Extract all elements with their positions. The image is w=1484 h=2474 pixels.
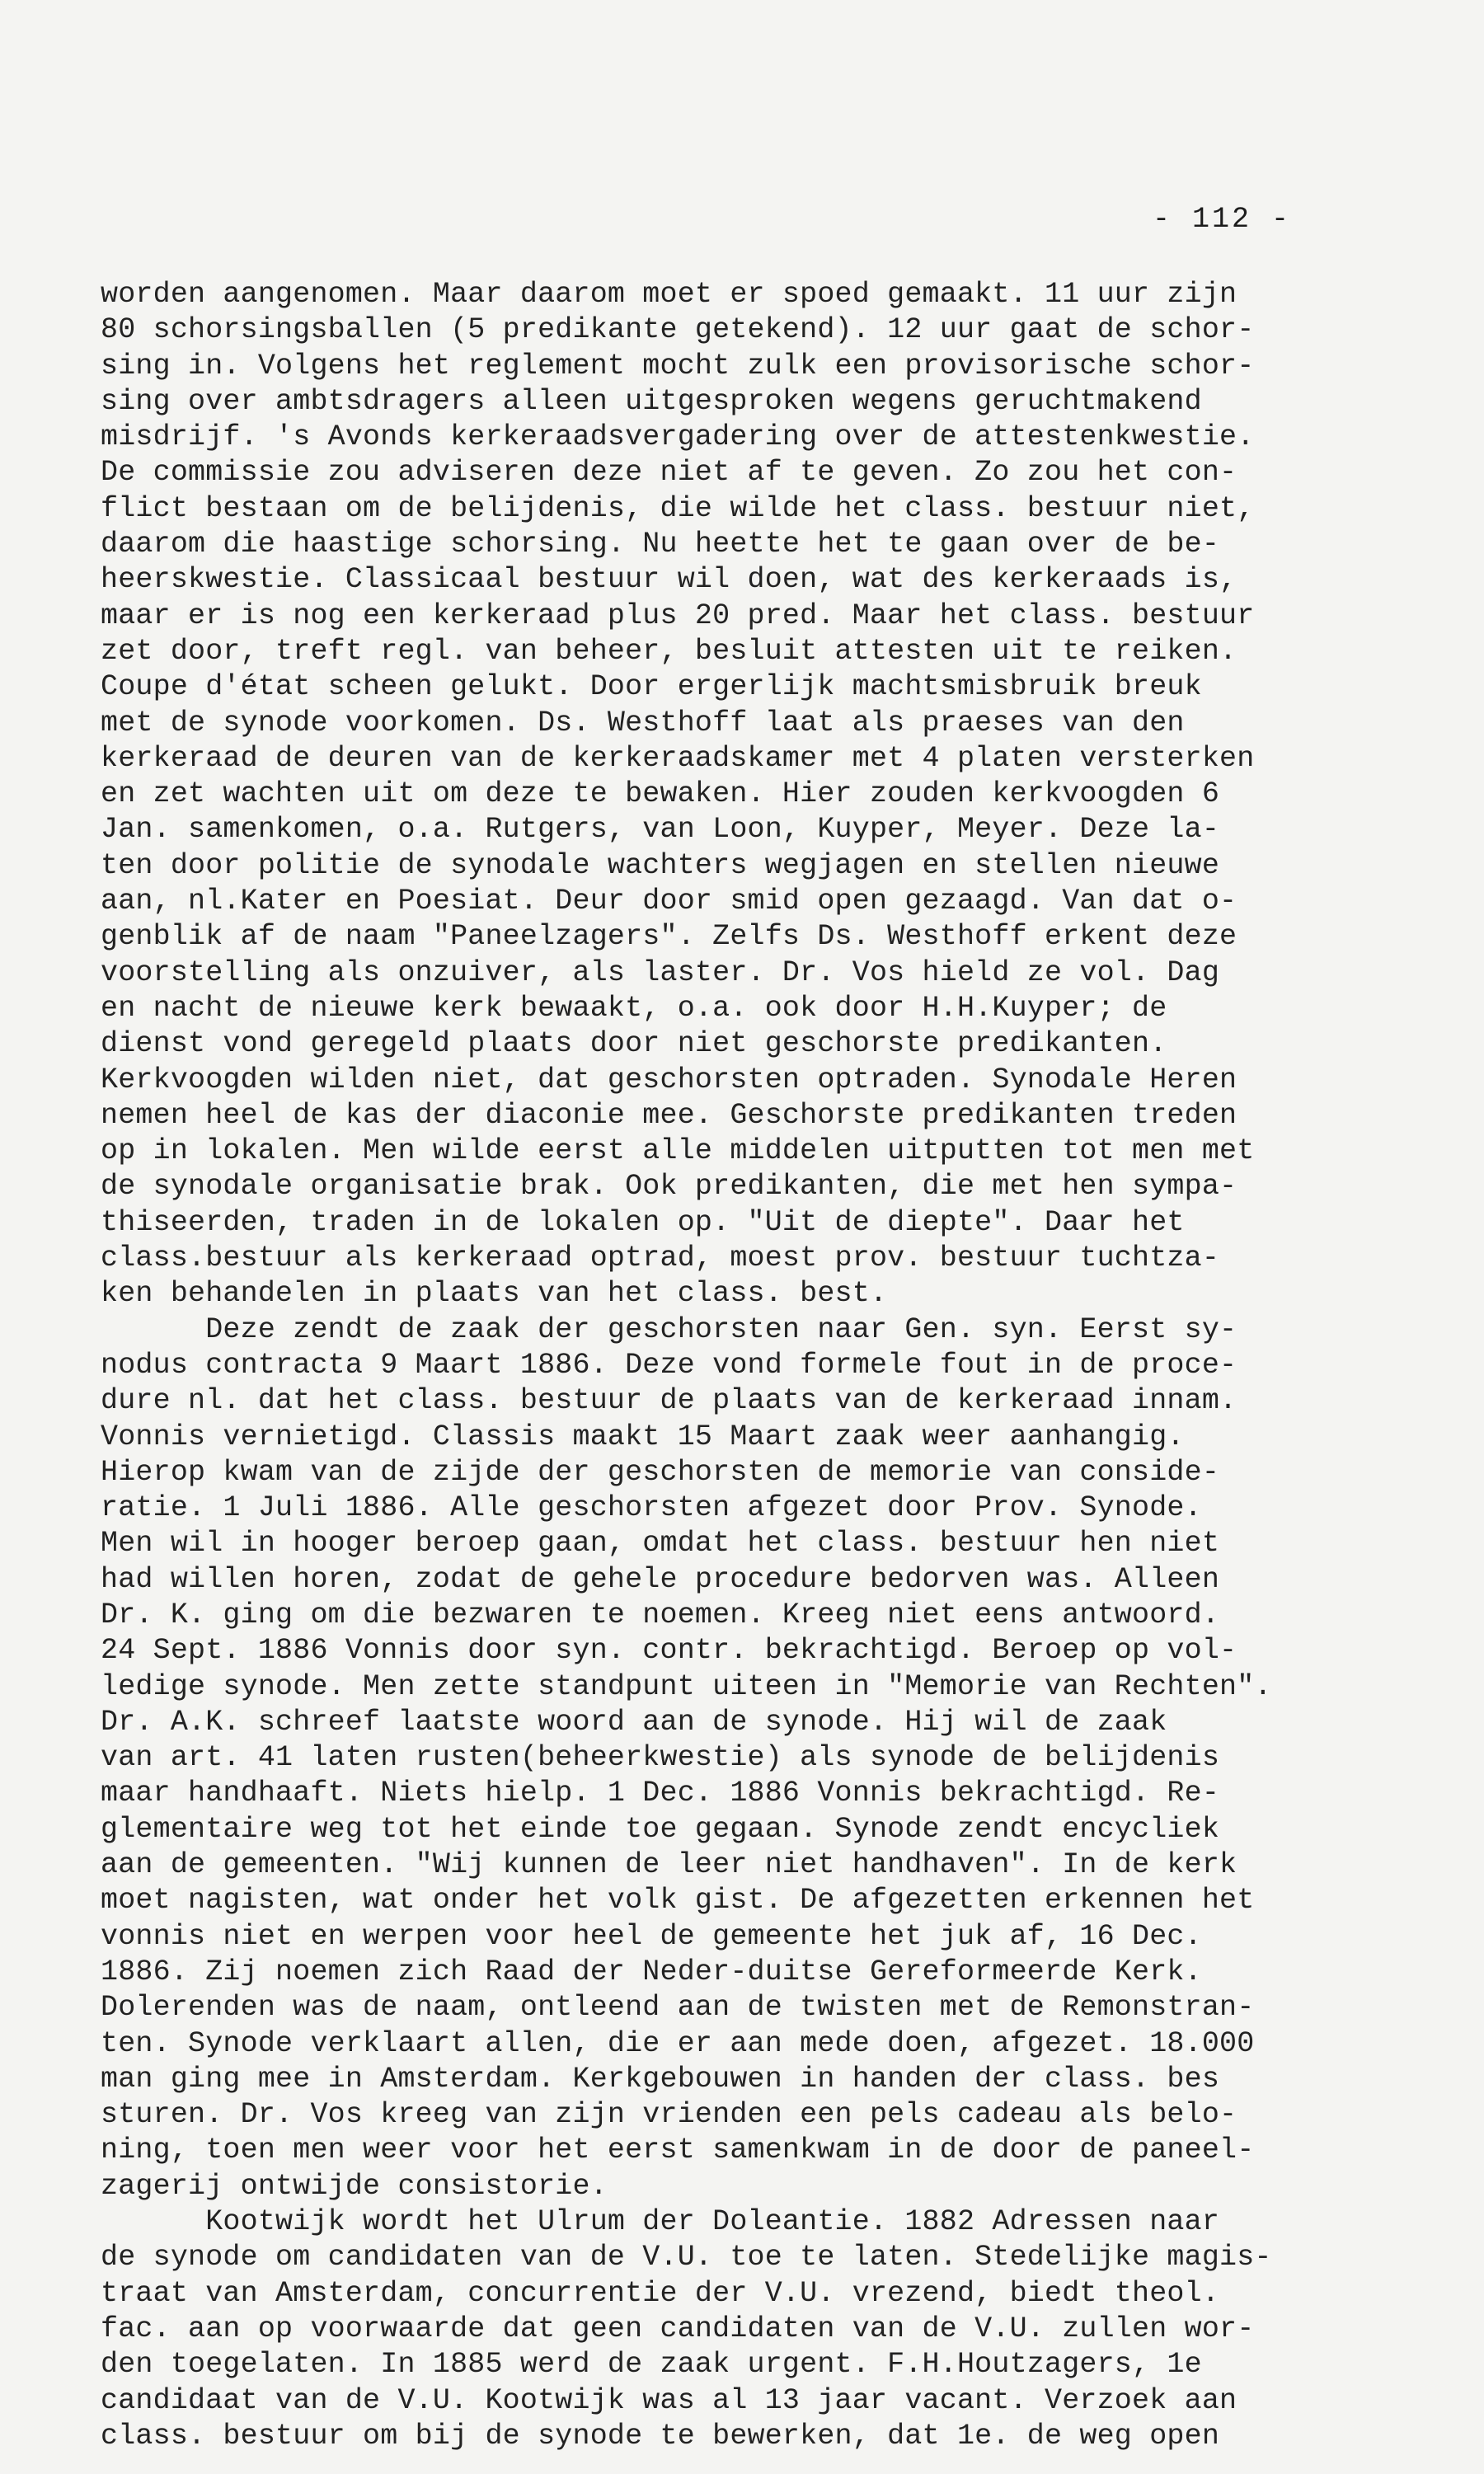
text-line: Vonnis vernietigd. Classis maakt 15 Maart zaak weer aanhangig. [101,1420,1185,1453]
text-line: sturen. Dr. Vos kreeg van zijn vrienden een pels cadeau als belo- [101,2098,1237,2132]
text-line: op in lokalen. Men wilde eerst alle middelen uitputten tot men met [101,1134,1255,1168]
text-line: worden aangenomen. Maar daarom moet er spoed gemaakt. 11 uur zijn [101,278,1237,311]
text-line: met de synode voorkomen. Ds. Westhoff laat als praeses van den [101,706,1185,739]
text-line: maar er is nog een kerkeraad plus 20 pred. Maar het class. bestuur [101,599,1255,632]
text-line: den toegelaten. In 1885 werd de zaak urgent. F.H.Houtzagers, 1e [101,2348,1202,2382]
text-line: flict bestaan om de belijdenis, die wilde het class. bestuur niet, [101,491,1255,525]
text-line: ning, toen men weer voor het eerst samenkwam in de door de paneel- [101,2134,1255,2167]
text-line: ten. Synode verklaart allen, die er aan mede doen, afgezet. 18.000 [101,2026,1255,2060]
text-line: heerskwestie. Classicaal bestuur wil doen, wat des kerkeraads is, [101,563,1237,597]
text-line: Kerkvoogden wilden niet, dat geschorsten optraden. Synodale Heren [101,1063,1237,1096]
text-line: zagerij ontwijde consistorie. [101,2169,608,2203]
text-line: dure nl. dat het class. bestuur de plaats van de kerkeraad innam. [101,1384,1237,1418]
text-line: daarom die haastige schorsing. Nu heette het te gaan over de be- [101,528,1220,561]
text-line: Hierop kwam van de zijde der geschorsten de memorie van conside- [101,1455,1220,1489]
text-line: candidaat van de V.U. Kootwijk was al 13 jaar vacant. Verzoek aan [101,2383,1237,2417]
text-line: de synodale organisatie brak. Ook predikanten, die met hen sympa- [101,1170,1237,1204]
text-line: en zet wachten uit om deze te bewaken. Hier zouden kerkvoogden 6 [101,777,1220,811]
text-line: traat van Amsterdam, concurrentie der V.U. vrezend, biedt theol. [101,2276,1220,2310]
text-line: de synode om candidaten van de V.U. toe te laten. Stedelijke magis- [101,2241,1272,2274]
text-line: 24 Sept. 1886 Vonnis door syn. contr. bekrachtigd. Beroep op vol- [101,1634,1237,1668]
text-line: Dr. K. ging om die bezwaren te noemen. Kreeg niet eens antwoord. [101,1598,1220,1631]
text-line: sing over ambtsdragers alleen uitgesproken wegens geruchtmakend [101,384,1202,418]
text-line: van art. 41 laten rusten(beheerkwestie) als synode de belijdenis [101,1741,1220,1775]
text-line: dienst vond geregeld plaats door niet geschorste predikanten. [101,1027,1167,1061]
text-line: Dr. A.K. schreef laatste woord aan de synode. Hij wil de zaak [101,1705,1167,1739]
text-line: Jan. samenkomen, o.a. Rutgers, van Loon, Kuyper, Meyer. Deze la- [101,813,1220,847]
text-line: sing in. Volgens het reglement mocht zulk een provisorische schor- [101,349,1255,383]
body-text [101,277,1436,2454]
text-line: moet nagisten, wat onder het volk gist. De afgezetten erkennen het [101,1884,1255,1918]
text-line: nodus contracta 9 Maart 1886. Deze vond formele fout in de proce- [101,1348,1237,1382]
text-line: 80 schorsingsballen (5 predikante getekend). 12 uur gaat de schor- [101,313,1255,347]
text-line: had willen horen, zodat de gehele procedure bedorven was. Alleen [101,1562,1220,1596]
text-line: nemen heel de kas der diaconie mee. Geschorste predikanten treden [101,1098,1237,1132]
text-line: Coupe d'état scheen gelukt. Door ergerlijk machtsmisbruik breuk [101,670,1202,704]
text-line: aan, nl.Kater en Poesiat. Deur door smid open gezaagd. Van dat o- [101,885,1237,918]
text-line: Kootwijk wordt het Ulrum der Doleantie. 1882 Adressen naar [101,2205,1220,2239]
text-line: class. bestuur om bij de synode te bewerken, dat 1e. de weg open [101,2419,1220,2453]
text-line: ken behandelen in plaats van het class. best. [101,1277,888,1311]
text-line: 1886. Zij noemen zich Raad der Neder-duitse Gereformeerde Kerk. [101,1955,1202,1988]
text-line: misdrijf. 's Avonds kerkeraadsvergadering over de attestenkwestie. [101,420,1255,454]
text-line: voorstelling als onzuiver, als laster. Dr. Vos hield ze vol. Dag [101,955,1220,989]
page-number: - 112 - [1153,203,1292,236]
text-line: vonnis niet en werpen voor heel de gemeente het juk af, 16 Dec. [101,1919,1202,1953]
text-line: maar handhaaft. Niets hielp. 1 Dec. 1886 Vonnis bekrachtigd. Re- [101,1777,1220,1810]
text-line: genblik af de naam "Paneelzagers". Zelfs Ds. Westhoff erkent deze [101,920,1237,954]
text-line: Deze zendt de zaak der geschorsten naar Gen. syn. Eerst sy- [101,1312,1237,1346]
text-line: en nacht de nieuwe kerk bewaakt, o.a. ook door H.H.Kuyper; de [101,991,1167,1025]
text-line: ten door politie de synodale wachters wegjagen en stellen nieuwe [101,848,1220,882]
text-line: fac. aan op voorwaarde dat geen candidaten van de V.U. zullen wor- [101,2312,1255,2345]
text-line: man ging mee in Amsterdam. Kerkgebouwen in handen der class. bes [101,2062,1220,2096]
text-line: aan de gemeenten. "Wij kunnen de leer niet handhaven". In de kerk [101,1848,1237,1882]
text-line: class.bestuur als kerkeraad optrad, moest prov. bestuur tuchtza- [101,1242,1220,1275]
text-line: Men wil in hooger beroep gaan, omdat het class. bestuur hen niet [101,1527,1220,1561]
text-line: zet door, treft regl. van beheer, besluit attesten uit te reiken. [101,634,1237,668]
text-line: ledige synode. Men zette standpunt uiteen in "Memorie van Rechten". [101,1669,1272,1703]
text-line: thiseerden, traden in de lokalen op. "Uit de diepte". Daar het [101,1205,1185,1239]
text-line: kerkeraad de deuren van de kerkeraadskamer met 4 platen versterken [101,741,1255,775]
text-line: glementaire weg tot het einde toe gegaan. Synode zendt encycliek [101,1812,1220,1846]
text-line: De commissie zou adviseren deze niet af te geven. Zo zou het con- [101,456,1237,490]
text-line: ratie. 1 Juli 1886. Alle geschorsten afgezet door Prov. Synode. [101,1491,1202,1525]
text-line: Dolerenden was de naam, ontleend aan de twisten met de Remonstran- [101,1991,1255,2025]
